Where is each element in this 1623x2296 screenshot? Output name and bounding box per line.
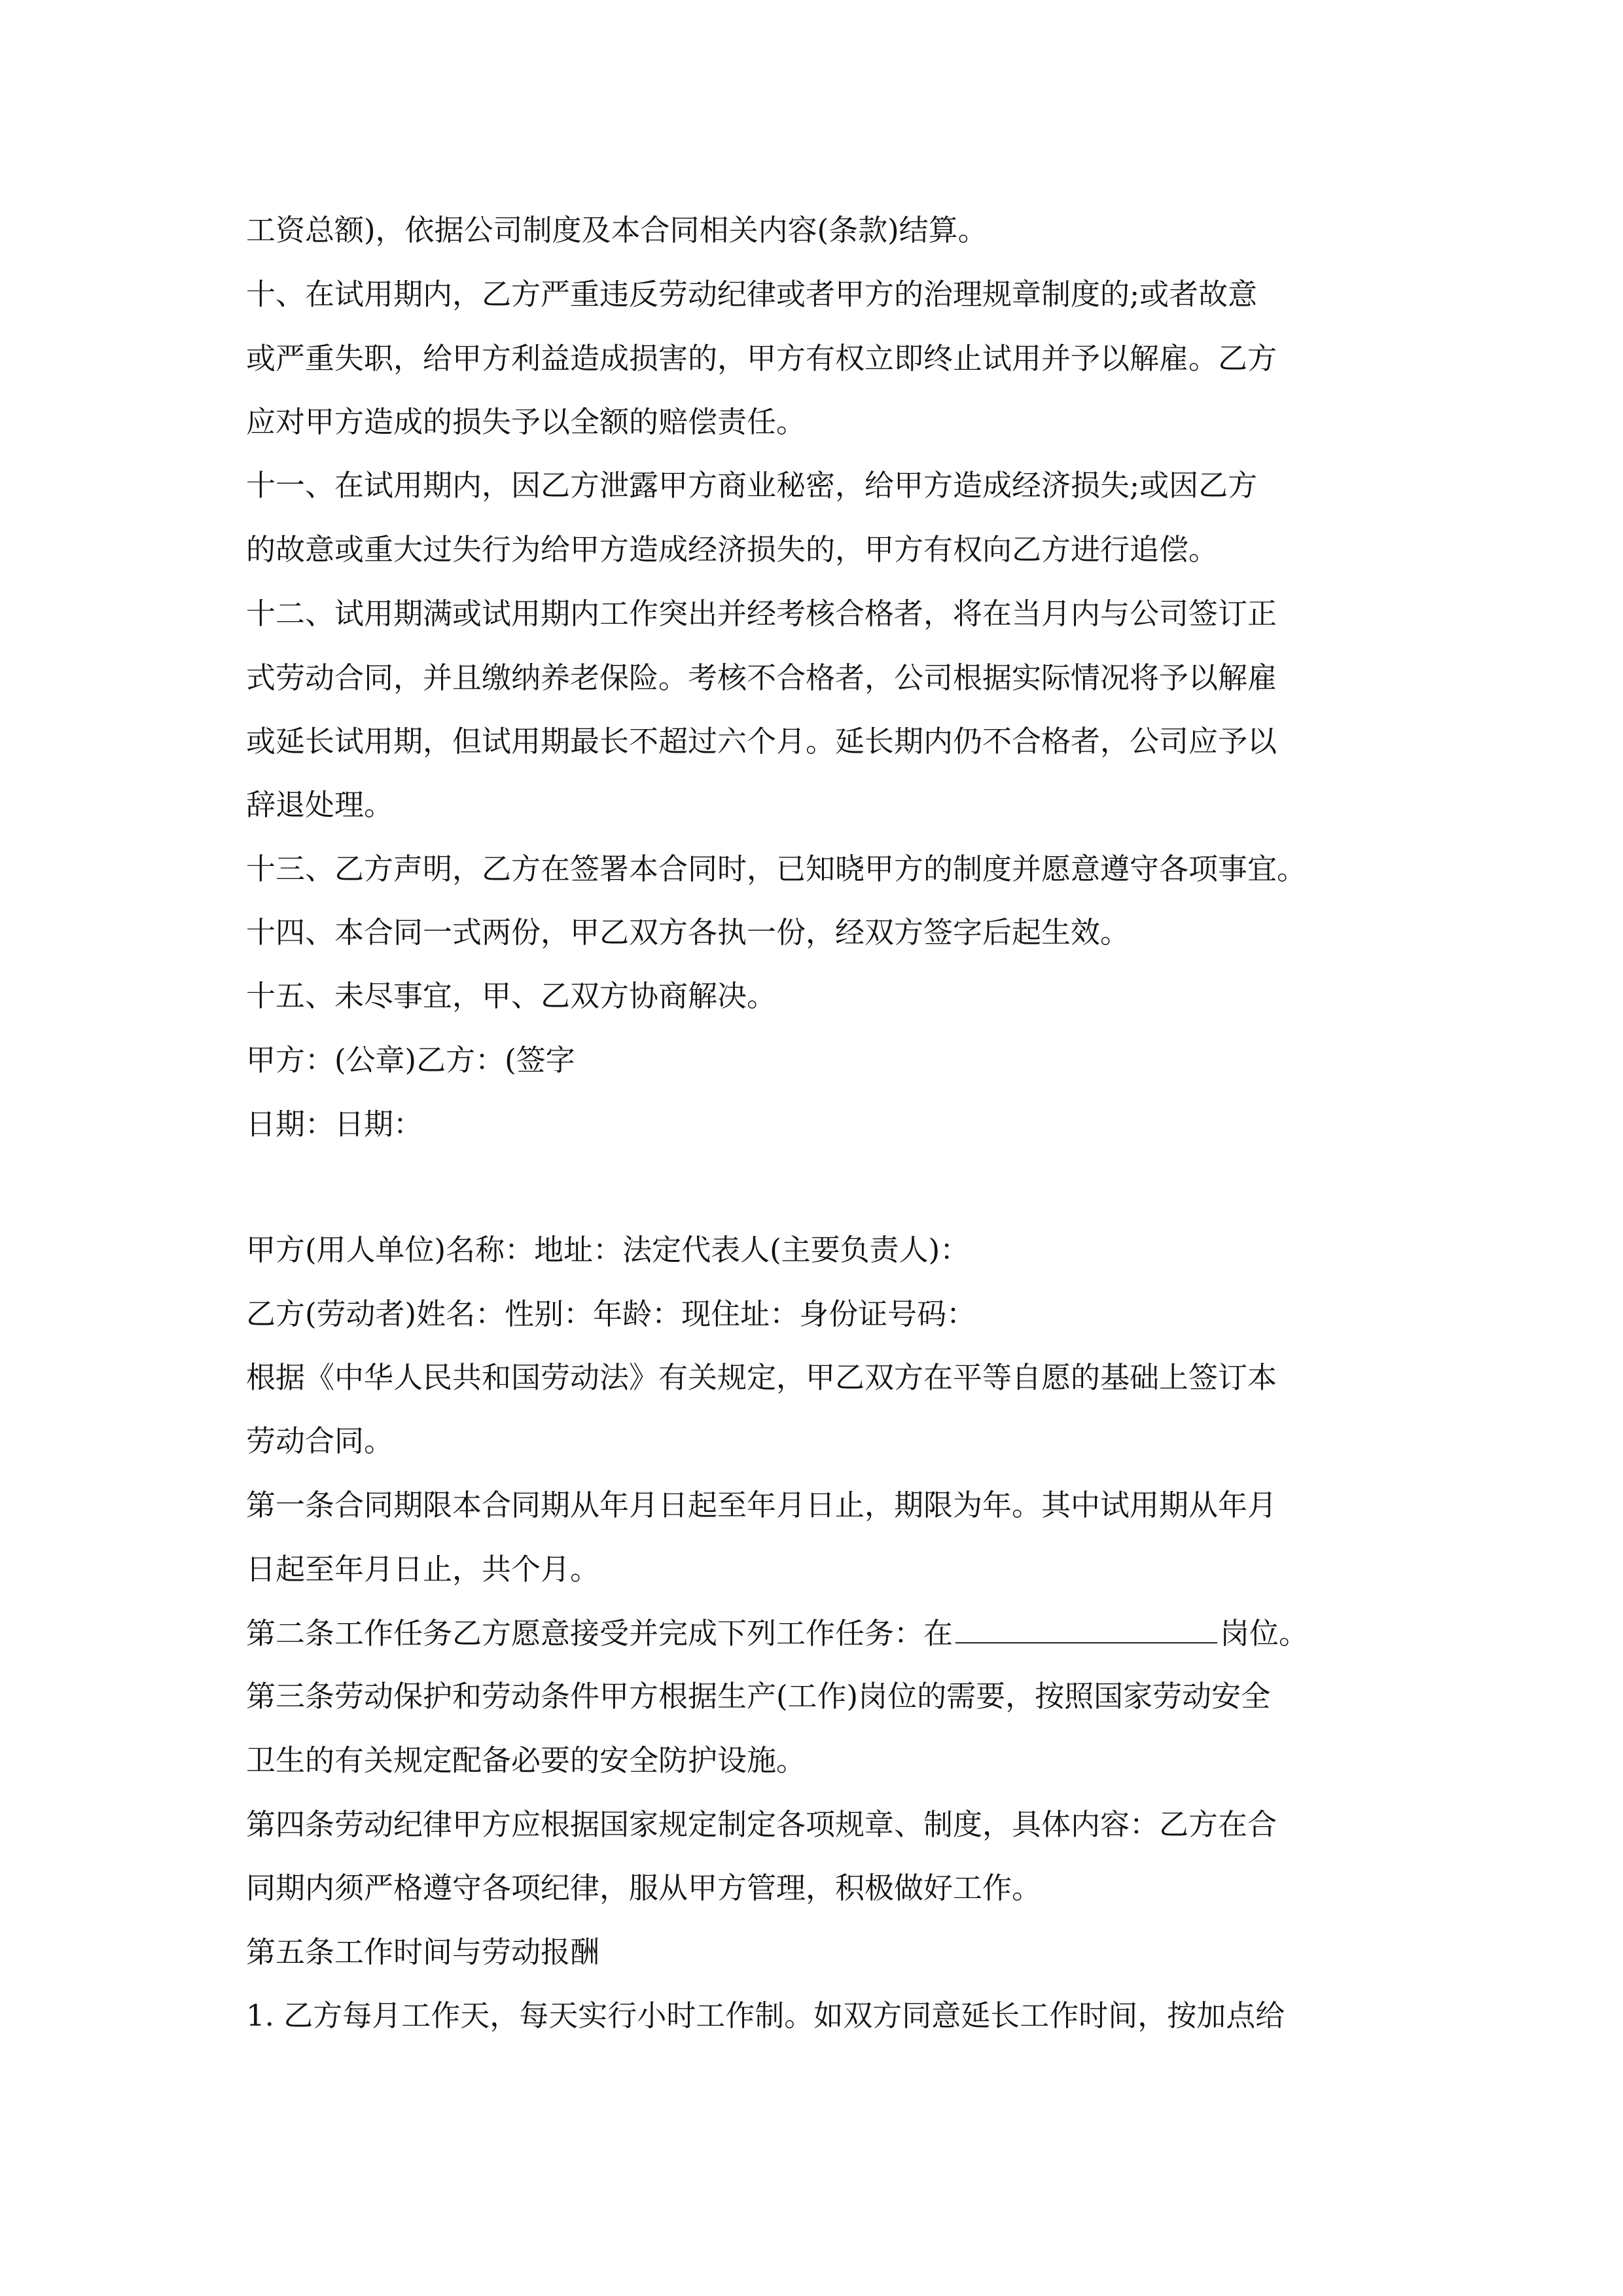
article-2-text-after: 岗位。 bbox=[1220, 1616, 1309, 1651]
party-a-info-line: 甲方(用人单位)名称：地址：法定代表人(主要负责人)： bbox=[246, 1232, 970, 1267]
preamble-line-1: 根据《中华人民共和国劳动法》有关规定，甲乙双方在平等自愿的基础上签订本 bbox=[246, 1360, 1277, 1395]
clause-10-line-3: 应对甲方造成的损失予以全额的赔偿责任。 bbox=[246, 404, 806, 439]
clause-12-line-1: 十二、试用期满或试用期内工作突出并经考核合格者，将在当月内与公司签订正 bbox=[246, 596, 1277, 631]
article-5-item-1-line: 1. 乙方每月工作天，每天实行小时工作制。如双方同意延长工作时间，按加点给 bbox=[246, 1998, 1285, 2033]
signature-line: 甲方：(公章)乙方：(签字 bbox=[246, 1043, 575, 1077]
clause-13-line: 十三、乙方声明，乙方在签署本合同时，已知晓甲方的制度并愿意遵守各项事宜。 bbox=[246, 852, 1307, 886]
date-line: 日期：日期： bbox=[246, 1107, 423, 1141]
article-2-text-before: 第二条工作任务乙方愿意接受并完成下列工作任务：在 bbox=[246, 1616, 954, 1651]
position-blank bbox=[955, 1613, 1217, 1643]
article-3-line-1: 第三条劳动保护和劳动条件甲方根据生产(工作)岗位的需要，按照国家劳动安全 bbox=[246, 1679, 1271, 1713]
clause-10-line-1: 十、在试用期内，乙方严重违反劳动纪律或者甲方的治理规章制度的;或者故意 bbox=[246, 277, 1258, 312]
article-3-line-2: 卫生的有关规定配备必要的安全防护设施。 bbox=[246, 1743, 806, 1778]
article-1-line-1: 第一条合同期限本合同期从年月日起至年月日止，期限为年。其中试用期从年月 bbox=[246, 1488, 1277, 1522]
clause-12-line-4: 辞退处理。 bbox=[246, 787, 394, 822]
clause-11-line-1: 十一、在试用期内，因乙方泄露甲方商业秘密，给甲方造成经济损失;或因乙方 bbox=[246, 468, 1258, 503]
party-b-info-line: 乙方(劳动者)姓名：性别：年龄：现住址：身份证号码： bbox=[246, 1297, 976, 1331]
clause-15-line: 十五、未尽事宜，甲、乙双方协商解决。 bbox=[246, 978, 777, 1013]
article-4-line-1: 第四条劳动纪律甲方应根据国家规定制定各项规章、制度，具体内容：乙方在合 bbox=[246, 1807, 1277, 1842]
article-2-line bbox=[246, 1613, 1385, 1653]
article-4-line-2: 同期内须严格遵守各项纪律，服从甲方管理，积极做好工作。 bbox=[246, 1871, 1042, 1905]
article-5-heading: 第五条工作时间与劳动报酬 bbox=[246, 1935, 600, 1969]
clause-12-line-3: 或延长试用期，但试用期最长不超过六个月。延长期内仍不合格者，公司应予以 bbox=[246, 724, 1277, 759]
clause-14-line: 十四、本合同一式两份，甲乙双方各执一份，经双方签字后起生效。 bbox=[246, 915, 1130, 950]
article-1-line-2: 日起至年月日止，共个月。 bbox=[246, 1552, 600, 1587]
clause-11-line-2: 的故意或重大过失行为给甲方造成经济损失的，甲方有权向乙方进行追偿。 bbox=[246, 532, 1219, 567]
preamble-line-2: 劳动合同。 bbox=[246, 1424, 394, 1458]
clause-10-line-2: 或严重失职，给甲方利益造成损害的，甲方有权立即终止试用并予以解雇。乙方 bbox=[246, 341, 1277, 376]
text-line: 工资总额)，依据公司制度及本合同相关内容(条款)结算。 bbox=[246, 213, 988, 247]
clause-12-line-2: 式劳动合同，并且缴纳养老保险。考核不合格者，公司根据实际情况将予以解雇 bbox=[246, 660, 1277, 695]
